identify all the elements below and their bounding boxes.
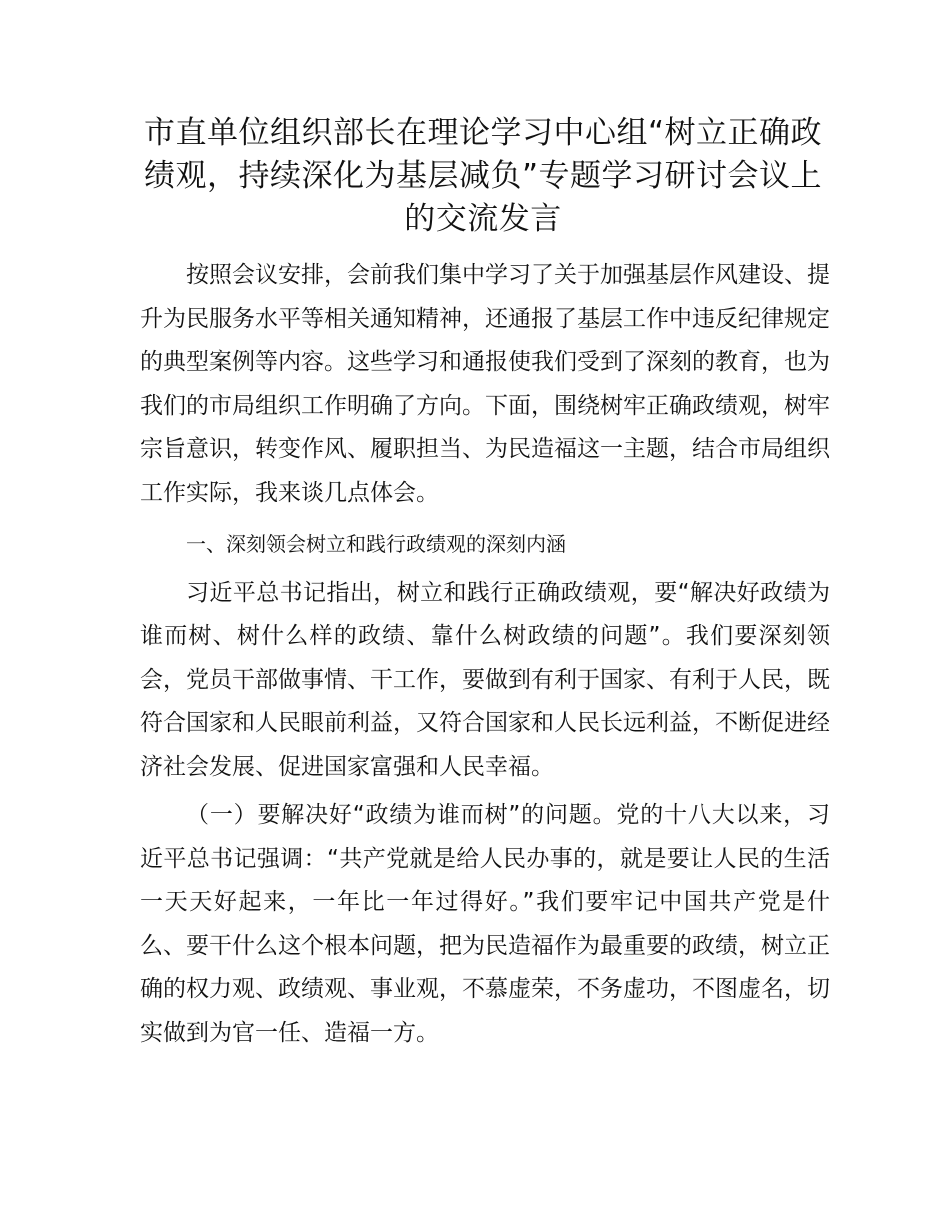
section-heading-1: 一、深刻领会树立和践行政绩观的深刻内涵	[186, 532, 566, 556]
document-title: 市直单位组织部长在理论学习中心组“树立正确政绩观，持续深化为基层减负”专题学习研讨会议上的交流发言	[143, 115, 823, 237]
intro-paragraph: 按照会议安排，会前我们集中学习了关于加强基层作风建设、提升为民服务水平等相关通知精神，还通报了基层工作中违反纪律规定的典型案例等内容。这些学习和通报使我们受到了深刻的教育，也为我们的市局组织工作明确了方向。下面，围绕树牢正确政绩观，树牢宗旨意识，转变作风、履职担当、为民造福这一主题，结合市局组织工作实际，我来谈几点体会。	[140, 262, 830, 506]
subsection-1-paragraph: （一）要解决好“政绩为谁而树”的问题。党的十八大以来，习近平总书记强调：“共产党就是给人民办事的，就是要让人民的生活一天天好起来，一年比一年过得好。”我们要牢记中国共产党是什么、要干什么这个根本问题，把为民造福作为最重要的政绩，树立正确的权力观、政绩观、事业观，不慕虚荣，不务虚功，不图虚名，切实做到为官一任、造福一方。	[140, 802, 830, 1046]
section-1-paragraph: 习近平总书记指出，树立和践行正确政绩观，要“解决好政绩为谁而树、树什么样的政绩、靠什么树政绩的问题”。我们要深刻领会，党员干部做事情、干工作，要做到有利于国家、有利于人民，既符合国家和人民眼前利益，又符合国家和人民长远利益，不断促进经济社会发展、促进国家富强和人民幸福。	[140, 579, 830, 780]
document-body	[140, 254, 830, 1055]
